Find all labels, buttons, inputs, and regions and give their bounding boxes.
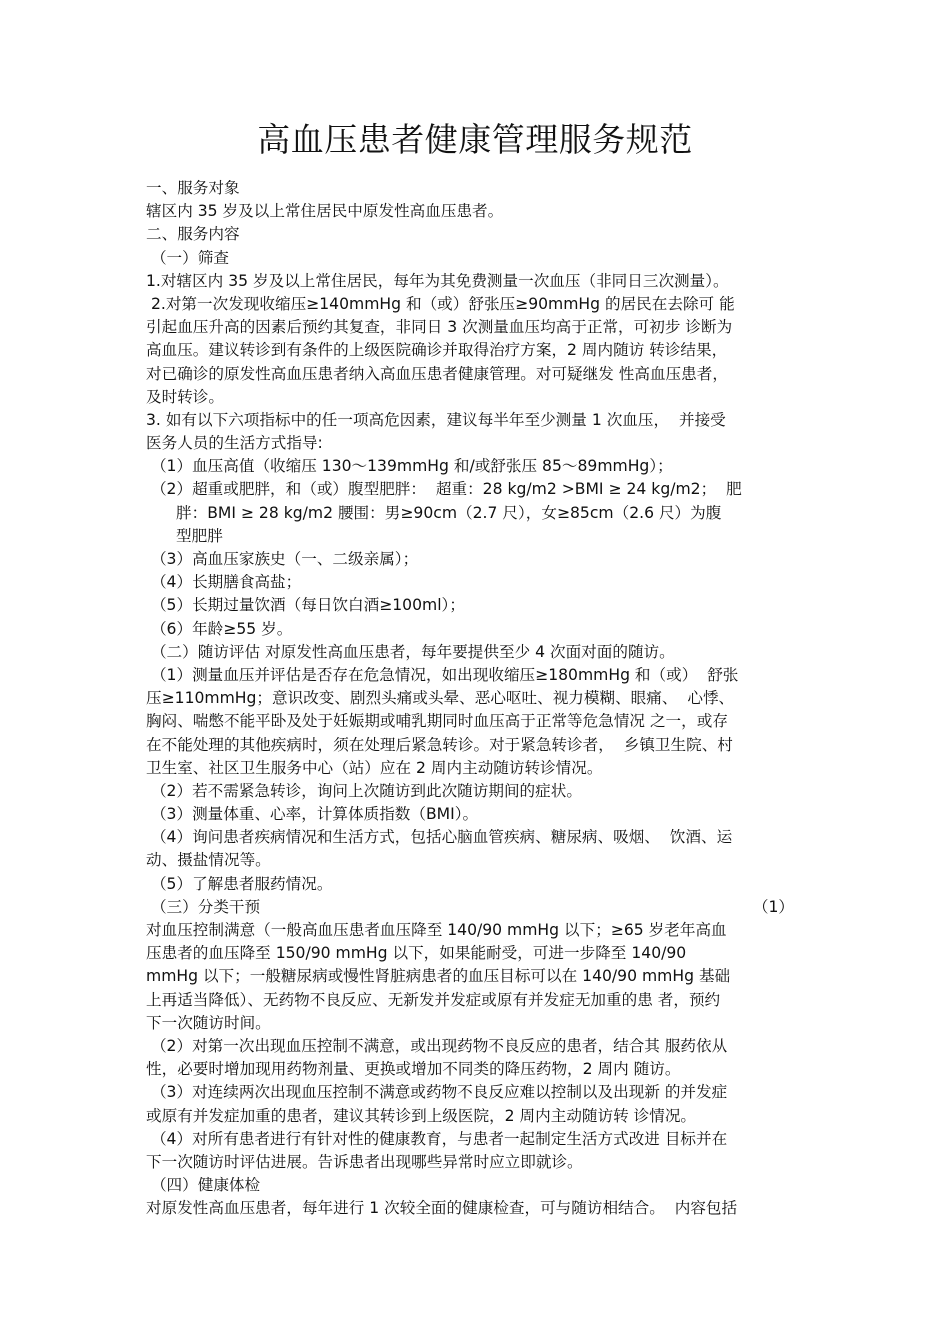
- list-item-continuation: 型肥胖: [176, 526, 223, 545]
- section-heading: 二、服务内容: [146, 225, 240, 244]
- paragraph-line: 对血压控制满意（一般高血压患者血压降至 140/90 mmHg 以下；≥65 岁老年高血: [146, 921, 727, 939]
- paragraph-line: 辖区内 35 岁及以上常住居民中原发性高血压患者。: [146, 202, 504, 221]
- paragraph-line: 下一次随访时评估进展。告诉患者出现哪些异常时应立即就诊。: [146, 1152, 583, 1171]
- list-item: （3）高血压家族史（一、二级亲属）；: [146, 550, 419, 568]
- paragraph-line: 压患者的血压降至 150/90 mmHg 以下，如果能耐受，可进一步降至 140/90: [146, 944, 687, 963]
- subsection-heading: （一）筛查: [146, 248, 229, 267]
- paragraph-line: 2.对第一次发现收缩压≥140mmHg 和（或）舒张压≥90mmHg 的居民在去除可 能: [146, 294, 735, 313]
- item-number: （1）: [752, 897, 794, 916]
- paragraph-line: （3）测量体重、心率，计算体质指数（BMI）。: [146, 805, 479, 824]
- subsection-heading: （四）健康体检: [146, 1176, 261, 1195]
- paragraph-line: （3）对连续两次出现血压控制不满意或药物不良反应难以控制以及出现新 的并发症: [146, 1083, 728, 1102]
- paragraph-line: 压≥110mmHg；意识改变、剧烈头痛或头晕、恶心呕吐、视力模糊、眼痛、 心悸、: [146, 689, 735, 708]
- paragraph-line: 胸闷、喘憋不能平卧及处于妊娠期或哺乳期同时血压高于正常等危急情况 之一，或存: [146, 712, 728, 731]
- document-body: [146, 177, 810, 1220]
- paragraph-line: 在不能处理的其他疾病时，须在处理后紧急转诊。对于紧急转诊者， 乡镇卫生院、村: [146, 735, 733, 754]
- paragraph-line: （4）对所有患者进行有针对性的健康教育，与患者一起制定生活方式改进 目标并在: [146, 1129, 728, 1148]
- paragraph-line: 卫生室、社区卫生服务中心（站）应在 2 周内主动随访转诊情况。: [146, 758, 603, 777]
- paragraph-line: 3. 如有以下六项指标中的任一项高危因素，建议每半年至少测量 1 次血压， 并接受: [146, 410, 726, 429]
- paragraph-line: 对原发性高血压患者，每年进行 1 次较全面的健康检查，可与随访相结合。 内容包括: [146, 1199, 738, 1218]
- paragraph-line: （1）测量血压并评估是否存在危急情况，如出现收缩压≥180mmHg 和（或） 舒张: [146, 665, 739, 684]
- subsection-heading-row: [146, 896, 794, 919]
- paragraph-line: （2）若不需紧急转诊，询问上次随访到此次随访期间的症状。: [146, 781, 582, 800]
- paragraph-line: （4）询问患者疾病情况和生活方式，包括心脑血管疾病、糖尿病、吸烟、 饮酒、运: [146, 828, 733, 847]
- list-item: （4）长期膳食高盐；: [146, 573, 302, 592]
- paragraph-line: 1.对辖区内 35 岁及以上常住居民，每年为其免费测量一次血压（非同日三次测量）。: [146, 271, 729, 290]
- paragraph-line: 及时转诊。: [146, 387, 224, 406]
- paragraph-line: mmHg 以下；一般糖尿病或慢性肾脏病患者的血压目标可以在 140/90 mmHg 基础: [146, 967, 731, 986]
- page-title: 高血压患者健康管理服务规范: [257, 120, 693, 159]
- list-item: （5）长期过量饮酒（每日饮白酒≥100ml）；: [146, 596, 465, 615]
- list-item: （1）血压高值（收缩压 130～139mmHg 和/或舒张压 85～89mmHg）；: [146, 457, 673, 476]
- paragraph-line: 上再适当降低）、无药物不良反应、无新发并发症或原有并发症无加重的患 者，预约: [146, 990, 721, 1009]
- subsection-heading: （二）随访评估 对原发性高血压患者，每年要提供至少 4 次面对面的随访。: [146, 642, 675, 661]
- paragraph-line: 性，必要时增加现用药物剂量、更换或增加不同类的降压药物，2 周内 随访。: [146, 1060, 681, 1079]
- paragraph-line: （2）对第一次出现血压控制不满意，或出现药物不良反应的患者，结合其 服药依从: [146, 1036, 728, 1055]
- paragraph-line: 医务人员的生活方式指导:: [146, 434, 323, 453]
- list-item: （6）年龄≥55 岁。: [146, 619, 293, 638]
- list-item: （2）超重或肥胖，和（或）腹型肥胖： 超重：28 kg/m2 >BMI ≥ 24 kg/m2； 肥: [146, 480, 742, 499]
- paragraph-line: 高血压。建议转诊到有条件的上级医院确诊并取得治疗方案，2 周内随访 转诊结果，: [146, 341, 728, 360]
- paragraph-line: （5）了解患者服药情况。: [146, 874, 333, 893]
- paragraph-line: 引起血压升高的因素后预约其复查，非同日 3 次测量血压均高于正常，可初步 诊断为: [146, 318, 733, 337]
- paragraph-line: 对已确诊的原发性高血压患者纳入高血压患者健康管理。对可疑继发 性高血压患者，: [146, 364, 728, 383]
- paragraph-line: 下一次随访时间。: [146, 1013, 271, 1032]
- section-heading: 一、服务对象: [146, 179, 240, 197]
- paragraph-line: 动、摄盐情况等。: [146, 851, 271, 870]
- list-item-continuation: 胖：BMI ≥ 28 kg/m2 腰围：男≥90cm（2.7 尺），女≥85cm（2.6 尺）为腹: [176, 503, 722, 522]
- subsection-heading: （三）分类干预: [146, 897, 261, 916]
- paragraph-line: 或原有并发症加重的患者，建议其转诊到上级医院，2 周内主动随访转 诊情况。: [146, 1106, 697, 1125]
